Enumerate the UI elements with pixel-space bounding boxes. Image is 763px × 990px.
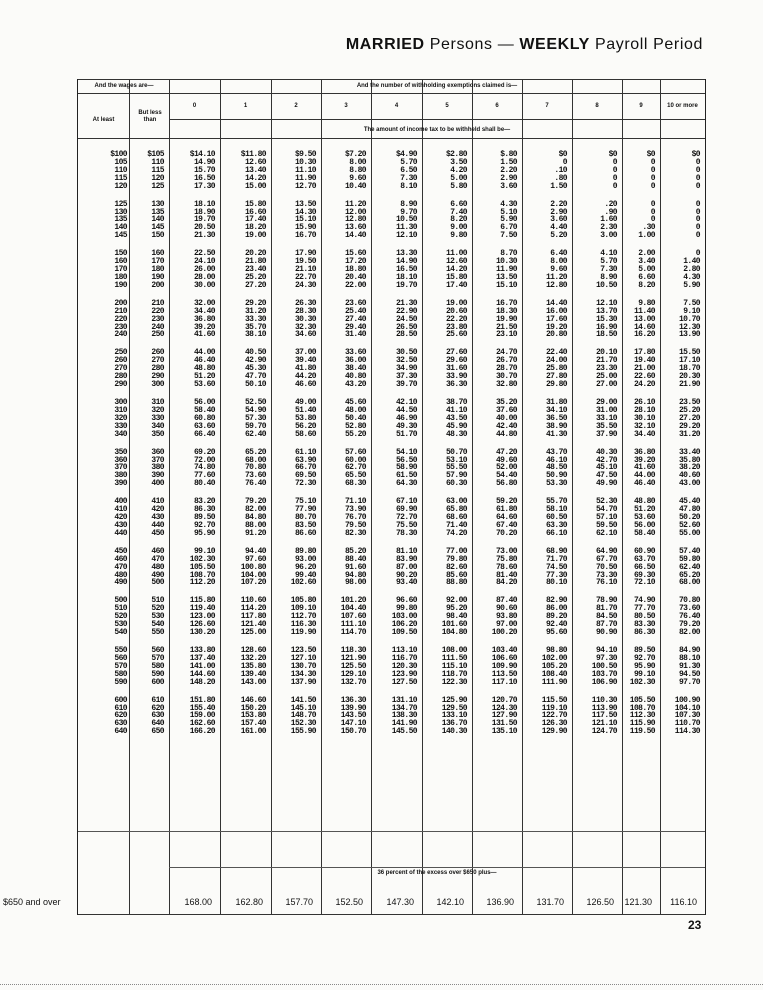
tax-amount-cell: 23.60 25.40 27.40 29.40 31.40	[344, 298, 366, 340]
tax-amount-cell: 14.40 16.00 17.60 19.20 20.80	[545, 298, 567, 340]
tax-amount-cell: 33.60 36.00 38.40 40.80 43.20	[344, 348, 366, 390]
tax-amount-cell: 18.10 18.90 19.70 20.50 21.30	[193, 199, 215, 241]
but-less-than-heading: But less than	[138, 110, 162, 123]
tax-amount-cell: 40.30 42.70 45.10 47.50 49.90	[595, 447, 617, 489]
tax-amount-cell: 77.00 79.80 82.60 85.60 88.80	[445, 546, 467, 588]
exemptions-column-header: 6	[495, 103, 499, 109]
tax-amount-cell: 17.90 19.50 21.10 22.70 24.30	[294, 249, 316, 290]
tax-amount-cell: 84.90 88.10 91.30 94.50 97.70	[678, 646, 700, 687]
header-rule	[169, 119, 705, 120]
wage-at-least-cell: $100 105 110 115 120	[110, 150, 127, 191]
exemptions-column-header: 4	[394, 103, 399, 109]
tax-amount-cell: $9.50 10.30 11.10 11.90 12.70	[294, 150, 316, 191]
tax-amount-cell: 7.50 9.10 10.70 12.30 13.90	[678, 298, 700, 340]
tax-amount-cell: 47.20 49.60 52.00 54.40 56.80	[495, 447, 517, 489]
tax-amount-cell: 103.40 106.60 109.90 113.50 117.10	[491, 646, 517, 687]
tax-amount-cell: $0 0 0 0 0	[646, 150, 655, 191]
wage-at-least-cell: 600 610 620 630 640	[114, 695, 127, 737]
at-least-heading: At least	[92, 117, 115, 123]
wage-at-least-cell: 500 510 520 530 540	[114, 596, 127, 638]
exemptions-column-header: 1	[243, 103, 248, 109]
tax-amount-cell: 54.10 56.50 58.90 61.50 64.30	[395, 447, 417, 489]
tax-amount-cell: 79.20 82.00 84.80 88.00 91.20	[244, 497, 266, 538]
tax-amount-cell: 15.80 16.60 17.40 18.20 19.00	[244, 199, 266, 241]
tax-amount-cell: $4.90 5.70 6.50 7.30 8.10	[395, 150, 417, 191]
tax-amount-cell: 105.50 108.70 112.30 115.90 119.50	[629, 695, 655, 737]
exemptions-column-header: 8	[595, 103, 599, 109]
wage-less-than-cell: 210 220 230 240 250	[151, 298, 164, 340]
exemptions-heading: And the number of withholding exemptions claimed is—	[356, 83, 518, 89]
footer-amount-cell: 152.50	[335, 897, 363, 907]
tax-amount-cell: 110.30 113.90 117.50 121.10 124.70	[591, 695, 617, 737]
exemptions-column-header: 0	[192, 103, 197, 109]
wage-at-least-cell: 125 130 135 140 145	[114, 199, 127, 241]
column-divider	[660, 79, 661, 915]
header-rule	[78, 93, 169, 94]
wage-less-than-cell: 460 470 480 490 500	[151, 546, 164, 588]
tax-amount-cell: 30.50 32.50 34.90 37.30 39.70	[395, 348, 417, 390]
column-divider	[472, 79, 473, 915]
tax-amount-cell: 45.60 48.00 50.40 52.80 55.20	[344, 398, 366, 439]
tax-amount-cell: 73.00 75.80 78.60 81.40 84.20	[495, 546, 517, 588]
tax-amount-cell: 6.60 7.40 8.20 9.00 9.80	[450, 199, 467, 241]
exemptions-column-header: 2	[294, 103, 298, 109]
tax-amount-cell: 89.50 92.70 95.90 99.10 102.30	[629, 646, 655, 687]
tax-amount-cell: 40.50 42.90 45.30 47.70 50.10	[244, 348, 266, 390]
tax-amount-cell: 8.90 9.70 10.50 11.30 12.10	[395, 199, 417, 241]
tax-amount-cell: 29.20 31.20 33.30 35.70 38.10	[244, 298, 266, 340]
tax-amount-cell: 21.30 22.90 24.50 26.50 28.50	[395, 298, 417, 340]
tax-amount-cell: 131.10 134.70 138.30 141.90 145.50	[391, 695, 417, 737]
footer-amount-cell: 162.80	[235, 897, 263, 907]
header-rule	[169, 93, 705, 94]
page-title	[0, 36, 703, 54]
wage-less-than-cell: 130 135 140 145 150	[151, 199, 164, 241]
tax-amount-cell: 32.00 34.40 36.80 39.20 41.60	[193, 298, 215, 340]
tax-amount-cell: 57.40 59.80 62.40 65.20 68.00	[678, 546, 700, 588]
wage-at-least-cell: 350 360 370 380 390	[114, 447, 127, 489]
tax-amount-cell: 9.80 11.40 13.00 14.60 16.20	[633, 298, 655, 340]
footer-note-rule	[169, 867, 705, 868]
tax-amount-cell: 59.20 61.80 64.60 67.40 70.20	[495, 497, 517, 538]
wage-less-than-cell: 560 570 580 590 600	[151, 646, 164, 687]
tax-amount-cell: 151.80 155.40 159.00 162.60 166.20	[189, 695, 215, 737]
tax-amount-cell: 0 0 0 0 0	[695, 199, 700, 241]
tax-amount-cell: 63.00 65.80 68.60 71.40 74.20	[445, 497, 467, 538]
footer-amount-cell: 136.90	[486, 897, 514, 907]
tax-amount-cell: 96.60 99.80 103.00 106.20 109.50	[391, 596, 417, 638]
column-divider	[271, 79, 272, 915]
title-payroll-period: Payroll Period	[594, 36, 703, 53]
tax-amount-cell: 136.30 139.90 143.50 147.10 150.70	[340, 695, 366, 737]
tax-amount-cell: 4.30 5.10 5.90 6.70 7.50	[500, 199, 517, 241]
tax-amount-cell: 11.20 12.00 12.80 13.60 14.40	[344, 199, 366, 241]
tax-amount-cell: $11.80 12.60 13.40 14.20 15.00	[240, 150, 266, 191]
tax-amount-cell: 27.60 29.60 31.60 33.90 36.30	[445, 348, 467, 390]
wage-less-than-cell: 360 370 380 390 400	[151, 447, 164, 489]
tax-amount-cell: 69.20 72.00 74.80 77.60 80.40	[193, 447, 215, 489]
tax-amount-cell: 22.50 24.10 26.00 28.00 30.00	[193, 249, 215, 290]
tax-amount-cell: 4.10 5.70 7.30 8.90 10.50	[595, 249, 617, 290]
tax-amount-cell: 74.90 77.70 80.50 83.30 86.30	[633, 596, 655, 638]
tax-amount-cell: 108.00 111.50 115.10 118.70 122.30	[441, 646, 467, 687]
tax-amount-cell: 23.50 25.20 27.20 29.20 31.20	[678, 398, 700, 439]
tax-amount-cell: 98.80 102.00 105.20 108.40 111.90	[541, 646, 567, 687]
tax-amount-cell: 31.80 34.10 36.50 38.90 41.30	[545, 398, 567, 439]
tax-amount-cell: 75.10 77.90 80.70 83.50 86.60	[294, 497, 316, 538]
exemptions-column-header: 7	[545, 103, 549, 109]
exemptions-column-header: 9	[639, 103, 643, 109]
tax-amount-cell: 55.70 58.10 60.50 63.30 66.10	[545, 497, 567, 538]
tax-amount-cell: 17.80 19.40 21.00 22.60 24.20	[633, 348, 655, 390]
footer-label: $650 and over	[3, 897, 61, 907]
column-divider	[220, 79, 221, 915]
footer-amount-cell: 168.00	[184, 897, 212, 907]
tax-amount-cell: 29.00 31.00 33.10 35.50 37.90	[595, 398, 617, 439]
tax-amount-cell: 67.10 69.90 72.70 75.50 78.30	[395, 497, 417, 538]
tax-amount-cell: 78.90 81.70 84.50 87.70 90.90	[595, 596, 617, 638]
tax-amount-cell: 16.70 18.30 19.90 21.50 23.10	[495, 298, 517, 340]
footer-amount-cell: 126.50	[586, 897, 614, 907]
tax-amount-cell: 57.60 60.00 62.70 65.50 68.30	[344, 447, 366, 489]
tax-amount-cell: 125.90 129.50 133.10 136.70 140.30	[441, 695, 467, 737]
tax-amount-cell: 87.40 90.60 93.80 97.00 100.20	[491, 596, 517, 638]
tax-amount-cell: 26.10 28.10 30.10 32.10 34.40	[633, 398, 655, 439]
tax-amount-cell: 68.90 71.70 74.50 77.30 80.10	[545, 546, 567, 588]
footer-amount-cell: 116.10	[670, 897, 697, 907]
tax-amount-cell: 11.00 12.60 14.20 15.80 17.40	[445, 249, 467, 290]
wage-less-than-cell: 310 320 330 340 350	[151, 398, 164, 439]
wage-less-than-cell: 160 170 180 190 200	[151, 249, 164, 290]
tax-amount-cell: 15.50 17.10 18.70 20.30 21.90	[678, 348, 700, 390]
wage-at-least-cell: 150 160 170 180 190	[114, 249, 127, 290]
tax-amount-cell: 13.50 14.30 15.10 15.90 16.70	[294, 199, 316, 241]
tax-amount-cell: 43.70 46.10 48.50 50.90 53.30	[545, 447, 567, 489]
tax-amount-cell: 22.40 24.00 25.80 27.80 29.80	[545, 348, 567, 390]
tax-amount-cell: 8.70 10.30 11.90 13.50 15.10	[495, 249, 517, 290]
tax-amount-cell: $7.20 8.00 8.80 9.60 10.40	[344, 150, 366, 191]
exemptions-column-header: 5	[445, 103, 449, 109]
tax-amount-cell: 48.80 51.20 53.60 56.00 58.40	[633, 497, 655, 538]
tax-amount-cell: 110.60 114.20 117.80 121.40 125.00	[240, 596, 266, 638]
footer-amount-cell: 142.10	[436, 897, 464, 907]
wages-are-heading: And the wages are—	[94, 83, 154, 89]
tax-amount-cell: 94.40 97.60 100.80 104.00 107.20	[240, 546, 266, 588]
wage-less-than-cell: 410 420 430 440 450	[151, 497, 164, 538]
tax-amount-cell: 6.40 8.00 9.60 11.20 12.80	[545, 249, 567, 290]
tax-amount-cell: $0 0 .10 .80 1.50	[550, 150, 567, 191]
tax-amount-cell: 81.10 83.90 87.00 90.20 93.40	[395, 546, 417, 588]
tax-amount-cell: 115.50 119.10 122.70 126.30 129.90	[541, 695, 567, 737]
header-bottom-rule	[78, 138, 705, 139]
wage-at-least-cell: 450 460 470 480 490	[114, 546, 127, 588]
tax-amount-cell: 64.90 67.70 70.50 73.30 76.10	[595, 546, 617, 588]
tax-amount-cell: 19.00 20.60 22.20 23.80 25.60	[445, 298, 467, 340]
wage-at-least-cell: 550 560 570 580 590	[114, 646, 127, 687]
page-number: 23	[688, 918, 702, 932]
tax-amount-cell: $14.10 14.90 15.70 16.50 17.30	[189, 150, 215, 191]
excess-note: 36 percent of the excess over $650 plus—	[377, 870, 497, 876]
footer-amount-cell: 157.70	[285, 897, 313, 907]
column-divider	[572, 79, 573, 915]
column-divider	[522, 79, 523, 915]
table-bottom-rule	[78, 914, 705, 915]
tax-amount-cell: $0 0 0 0 0	[608, 150, 617, 191]
tax-amount-cell: 101.20 104.40 107.60 111.10 114.70	[340, 596, 366, 638]
page-edge-line	[0, 984, 763, 985]
wage-at-least-cell: 300 310 320 330 340	[114, 398, 127, 439]
tax-amount-cell: 42.10 44.50 46.90 49.30 51.70	[395, 398, 417, 439]
tax-amount-cell: 85.20 88.40 91.60 94.80 98.00	[344, 546, 366, 588]
tax-withheld-heading: The amount of income tax to be withheld shall be—	[363, 127, 511, 133]
exemptions-column-header: 10 or more	[667, 103, 698, 109]
wage-less-than-cell: 510 520 530 540 550	[151, 596, 164, 638]
tax-amount-cell: 146.60 150.20 153.80 157.40 161.00	[240, 695, 266, 737]
tax-amount-cell: 65.20 68.00 70.80 73.60 76.40	[244, 447, 266, 489]
title-married: MARRIED	[345, 36, 425, 53]
column-divider	[129, 79, 130, 915]
wage-at-least-cell: 400 410 420 430 440	[114, 497, 127, 538]
tax-amount-cell: 89.80 93.00 96.20 99.40 102.60	[290, 546, 316, 588]
tax-amount-cell: $.80 1.50 2.20 2.90 3.60	[500, 150, 517, 191]
tax-amount-cell: .20 .90 1.60 2.30 3.00	[600, 199, 617, 241]
tax-amount-cell: 92.00 95.20 98.40 101.60 104.80	[441, 596, 467, 638]
wage-less-than-cell: $105 110 115 120 125	[147, 150, 164, 191]
tax-amount-cell: 118.30 121.90 125.50 129.10 132.70	[340, 646, 366, 687]
tax-amount-cell: 12.10 13.70 15.30 16.90 18.50	[595, 298, 617, 340]
wage-at-least-cell: 200 210 220 230 240	[114, 298, 127, 340]
tax-amount-cell: 61.10 63.90 66.70 69.50 72.30	[294, 447, 316, 489]
tax-amount-cell: 13.30 14.90 16.50 18.10 19.70	[395, 249, 417, 290]
tax-amount-cell: 60.90 63.70 66.50 69.30 72.10	[633, 546, 655, 588]
tax-amount-cell: $2.80 3.50 4.20 5.00 5.80	[445, 150, 467, 191]
tax-amount-cell: 128.60 132.20 135.80 139.40 143.00	[240, 646, 266, 687]
tax-amount-cell: 83.20 86.30 89.50 92.70 95.90	[193, 497, 215, 538]
tax-amount-cell: 133.80 137.40 141.00 144.60 148.20	[189, 646, 215, 687]
column-divider	[422, 79, 423, 915]
tax-amount-cell: 2.20 2.90 3.60 4.40 5.20	[550, 199, 567, 241]
tax-amount-cell: 52.30 54.70 57.10 59.50 62.10	[595, 497, 617, 538]
title-weekly: WEEKLY	[519, 36, 590, 53]
tax-amount-cell: 49.00 51.40 53.80 56.20 58.60	[294, 398, 316, 439]
tax-amount-cell: 26.30 28.30 30.30 32.30 34.60	[294, 298, 316, 340]
table-top-rule	[78, 79, 705, 80]
data-end-rule	[78, 831, 705, 832]
wage-at-least-cell: 250 260 270 280 290	[114, 348, 127, 390]
tax-amount-cell: 113.10 116.70 120.30 123.90 127.50	[391, 646, 417, 687]
column-divider	[169, 79, 170, 915]
column-divider	[622, 79, 623, 915]
title-persons: Persons	[429, 36, 493, 53]
footer-amount-cell: 121.30	[624, 897, 652, 907]
tax-amount-cell: $0 0 0 0 0	[691, 150, 700, 191]
tax-amount-cell: 37.00 39.40 41.80 44.20 46.60	[294, 348, 316, 390]
tax-amount-cell: 36.80 39.20 41.60 44.00 46.40	[633, 447, 655, 489]
exemptions-column-header: 3	[344, 103, 348, 109]
title-dash: —	[497, 36, 515, 53]
tax-amount-cell: 45.40 47.80 50.20 52.60 55.00	[678, 497, 700, 538]
footer-amount-cell: 131.70	[536, 897, 564, 907]
tax-amount-cell: 24.70 26.70 28.70 30.70 32.80	[495, 348, 517, 390]
footer-amount-cell: 147.30	[386, 897, 414, 907]
column-divider	[371, 79, 372, 915]
tax-amount-cell: 56.00 58.40 60.80 63.60 66.40	[193, 398, 215, 439]
tax-amount-cell: 35.20 37.60 40.00 42.40 44.80	[495, 398, 517, 439]
withholding-table	[3, 79, 706, 915]
wage-less-than-cell: 260 270 280 290 300	[151, 348, 164, 390]
tax-amount-cell: 123.50 127.10 130.70 134.30 137.90	[290, 646, 316, 687]
wage-less-than-cell: 610 620 630 640 650	[151, 695, 164, 737]
tax-amount-cell: 44.00 46.40 48.80 51.20 53.60	[193, 348, 215, 390]
tax-amount-cell: 52.50 54.90 57.30 59.70 62.40	[244, 398, 266, 439]
tax-amount-cell: 71.10 73.90 76.70 79.50 82.30	[344, 497, 366, 538]
tax-amount-cell: 82.90 86.00 89.20 92.40 95.60	[545, 596, 567, 638]
tax-amount-cell: 20.10 21.70 23.30 25.00 27.00	[595, 348, 617, 390]
tax-amount-cell: 0 1.40 2.80 4.30 5.90	[683, 249, 700, 290]
tax-amount-cell: 50.70 53.10 55.50 57.90 60.30	[445, 447, 467, 489]
tax-amount-cell: 0 0 0 .30 1.00	[638, 199, 655, 241]
tax-amount-cell: 20.20 21.80 23.40 25.20 27.20	[244, 249, 266, 290]
tax-amount-cell: 99.10 102.30 105.50 108.70 112.20	[189, 546, 215, 588]
tax-amount-cell: 141.50 145.10 148.70 152.30 155.90	[290, 695, 316, 737]
tax-amount-cell: 2.00 3.40 5.00 6.60 8.20	[638, 249, 655, 290]
tax-amount-cell: 38.70 41.10 43.50 45.90 48.30	[445, 398, 467, 439]
column-divider	[321, 79, 322, 915]
tax-amount-cell: 115.80 119.40 123.00 126.60 130.20	[189, 596, 215, 638]
tax-amount-cell: 70.80 73.60 76.40 79.20 82.00	[678, 596, 700, 638]
tax-amount-cell: 94.10 97.30 100.50 103.70 106.90	[591, 646, 617, 687]
tax-amount-cell: 105.80 109.10 112.70 116.30 119.90	[290, 596, 316, 638]
tax-amount-cell: 120.70 124.30 127.90 131.50 135.10	[491, 695, 517, 737]
tax-amount-cell: 33.40 35.80 38.20 40.60 43.00	[678, 447, 700, 489]
tax-amount-cell: 100.90 104.10 107.30 110.70 114.30	[674, 695, 700, 737]
tax-amount-cell: 15.60 17.20 18.80 20.40 22.00	[344, 249, 366, 290]
